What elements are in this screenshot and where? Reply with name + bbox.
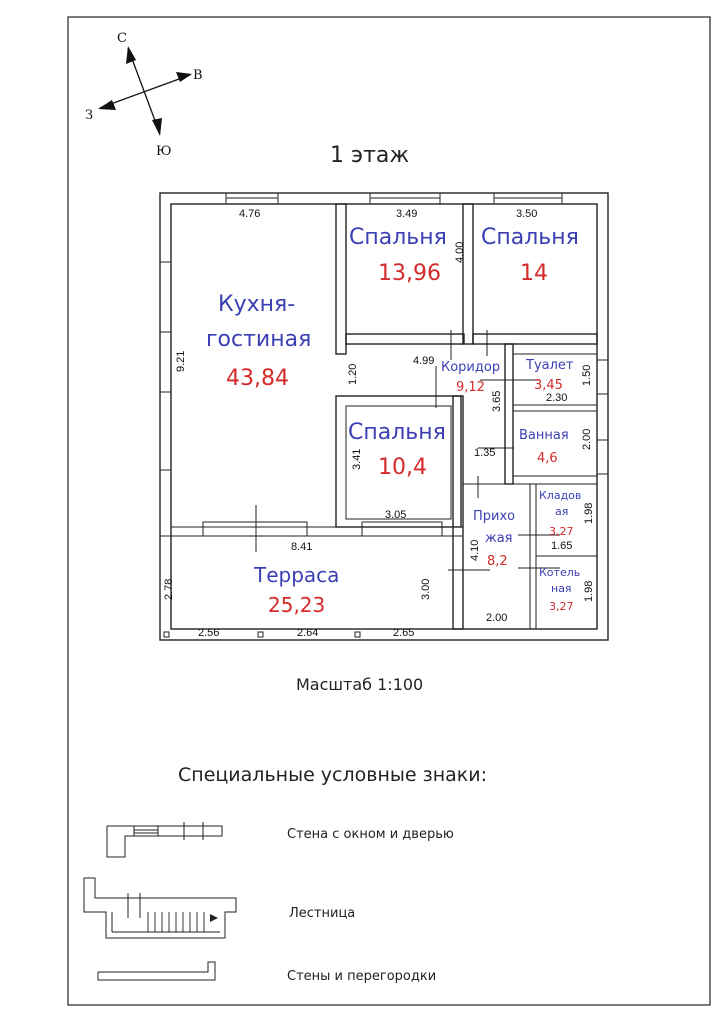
terrace-area: 25,23 — [268, 593, 326, 617]
bathroom-area: 4,6 — [537, 451, 558, 466]
dim-terrace-depth: 2.78 — [163, 578, 175, 600]
toilet-name: Туалет — [526, 358, 574, 373]
dim-post-span3: 2.65 — [393, 627, 415, 639]
pantry-name-line2: ая — [555, 505, 569, 518]
dim-kitchen-depth: 9.21 — [175, 350, 187, 372]
dim-toilet-depth: 1.50 — [581, 364, 593, 386]
dim-boiler-depth: 1.98 — [583, 580, 595, 602]
dim-corridor-width: 4.99 — [413, 355, 435, 367]
dim-bedroom3-width: 3.05 — [385, 509, 407, 521]
terrace-name: Терраса — [254, 563, 340, 587]
dim-bath-depth: 2.00 — [581, 428, 593, 450]
legend-symbol-walls — [98, 962, 215, 980]
dim-bedroom-depth: 4.00 — [454, 241, 466, 263]
floor-title: 1 этаж — [330, 143, 410, 168]
dim-pantry-width: 1.65 — [551, 540, 573, 552]
compass-rose — [85, 31, 203, 159]
toilet-area: 3,45 — [534, 378, 563, 393]
dim-post-span2: 2.64 — [297, 627, 319, 639]
legend-item-walls: Стены и перегородки — [287, 969, 437, 984]
bedroom2-name: Спальня — [481, 225, 579, 250]
dim-toilet-width: 2.30 — [546, 392, 568, 404]
dim-terrace-width: 8.41 — [291, 541, 313, 553]
boiler-name-line2: ная — [551, 582, 572, 595]
dim-bedroom3-depth: 3.41 — [351, 448, 363, 470]
corridor-name: Коридор — [441, 360, 501, 375]
legend-item-staircase: Лестница — [289, 906, 356, 921]
bedroom3-area: 10,4 — [378, 455, 427, 480]
boiler-area: 3,27 — [549, 600, 574, 613]
dim-kitchen-width: 4.76 — [239, 208, 261, 220]
dim-hallway-width: 2.00 — [486, 612, 508, 624]
terrace-posts — [164, 632, 360, 637]
dim-corridor-depth: 3.65 — [491, 390, 503, 412]
bedroom2-area: 14 — [520, 261, 548, 286]
kitchen-area: 43,84 — [226, 366, 289, 391]
legend-title: Специальные условные знаки: — [178, 764, 488, 786]
dim-bedroom1-width: 3.49 — [396, 208, 418, 220]
compass-west-label: З — [85, 108, 94, 123]
legend-symbol-wall-window-door — [107, 822, 222, 857]
legend-item-wall-window-door: Стена с окном и дверью — [287, 827, 454, 842]
dim-terrace-step: 3.00 — [420, 578, 432, 600]
compass-east-label: В — [193, 68, 203, 83]
legend-symbol-staircase — [84, 878, 236, 938]
bedroom1-area: 13,96 — [378, 261, 441, 286]
kitchen-name-line2: гостиная — [206, 327, 312, 352]
dim-hall-offset: 1.35 — [474, 447, 496, 459]
hallway-name-line1: Прихо — [473, 509, 516, 524]
compass-south-label: Ю — [156, 144, 172, 159]
dim-bedroom2-width: 3.50 — [516, 208, 538, 220]
bedroom1-name: Спальня — [349, 225, 447, 250]
door-marks — [256, 330, 560, 570]
hallway-name-line2: жая — [485, 531, 513, 546]
boiler-name-line1: Котель — [539, 566, 581, 579]
compass-north-label: С — [117, 31, 127, 46]
dim-pantry-depth: 1.98 — [583, 502, 595, 524]
bathroom-name: Ванная — [519, 428, 569, 443]
pantry-name-line1: Кладов — [539, 489, 582, 502]
hallway-area: 8,2 — [487, 554, 508, 569]
pantry-area: 3,27 — [549, 525, 574, 538]
bedroom3-name: Спальня — [348, 420, 446, 445]
dim-passage: 1.20 — [347, 363, 359, 385]
scale-label: Масштаб 1:100 — [296, 675, 424, 694]
kitchen-name-line1: Кухня- — [218, 292, 296, 317]
dim-post-span1: 2.56 — [198, 627, 220, 639]
dim-hallway-depth: 4.10 — [469, 539, 481, 561]
corridor-area: 9,12 — [456, 380, 485, 395]
